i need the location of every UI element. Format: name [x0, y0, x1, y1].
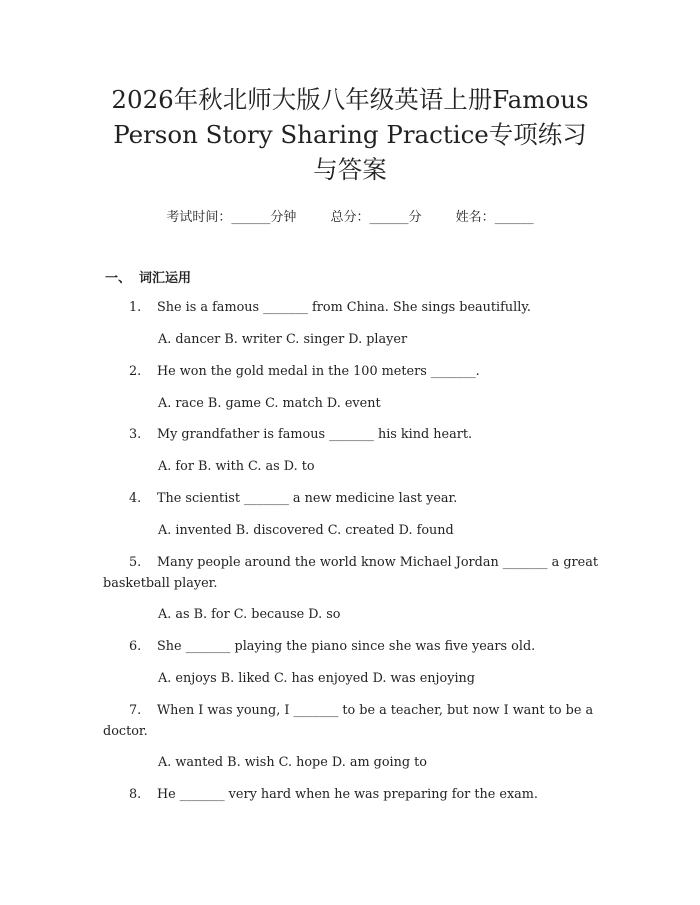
title-line-1: 2026年秋北师大版八年级英语上册Famous [111, 85, 589, 114]
question-3-options: A. for B. with C. as D. to [158, 459, 315, 474]
question-4-options: A. invented B. discovered C. created D. found [158, 523, 454, 538]
question-text: She is a famous _______ from China. She sings beautifully. [157, 300, 531, 315]
question-2 [103, 361, 603, 382]
question-text: She _______ playing the piano since she was five years old. [157, 639, 536, 654]
exam-info [0, 206, 700, 225]
question-7 [103, 700, 603, 742]
question-2-options: A. race B. game C. match D. event [158, 396, 381, 411]
exam-total-score: 总分：______分 [330, 210, 422, 225]
document-title [60, 82, 640, 187]
question-5-options: A. as B. for C. because D. so [158, 607, 341, 622]
question-1 [103, 297, 603, 318]
student-name: 姓名：______ [455, 210, 534, 225]
section-title: 词汇运用 [139, 271, 192, 286]
question-4 [103, 488, 603, 509]
question-8 [103, 784, 603, 805]
question-6 [103, 636, 603, 657]
title-line-2: Person Story Sharing Practice专项练习 [113, 120, 587, 149]
question-5 [103, 552, 603, 594]
question-number: 4. [129, 491, 142, 506]
question-text: He won the gold medal in the 100 meters _______. [157, 364, 480, 379]
question-3 [103, 424, 603, 445]
question-text: Many people around the world know Michael Jordan _______ a great basketball player. [103, 555, 598, 591]
question-number: 8. [129, 787, 142, 802]
question-number: 5. [129, 555, 142, 570]
question-6-options: A. enjoys B. liked C. has enjoyed D. was enjoying [158, 671, 475, 686]
question-7-options: A. wanted B. wish C. hope D. am going to [158, 755, 427, 770]
question-number: 7. [129, 703, 142, 718]
question-text: The scientist _______ a new medicine last year. [157, 491, 458, 506]
question-text: My grandfather is famous _______ his kind heart. [157, 427, 473, 442]
question-number: 3. [129, 427, 142, 442]
exam-time: 考试时间：______分钟 [166, 210, 297, 225]
question-1-options: A. dancer B. writer C. singer D. player [158, 332, 408, 347]
question-number: 6. [129, 639, 142, 654]
title-line-3: 与答案 [313, 155, 387, 184]
question-text: When I was young, I _______ to be a teacher, but now I want to be a doctor. [103, 703, 594, 739]
question-number: 1. [129, 300, 142, 315]
question-number: 2. [129, 364, 142, 379]
question-text: He _______ very hard when he was preparing for the exam. [157, 787, 538, 802]
section-heading [105, 267, 191, 286]
section-number: 一、 [105, 271, 132, 286]
